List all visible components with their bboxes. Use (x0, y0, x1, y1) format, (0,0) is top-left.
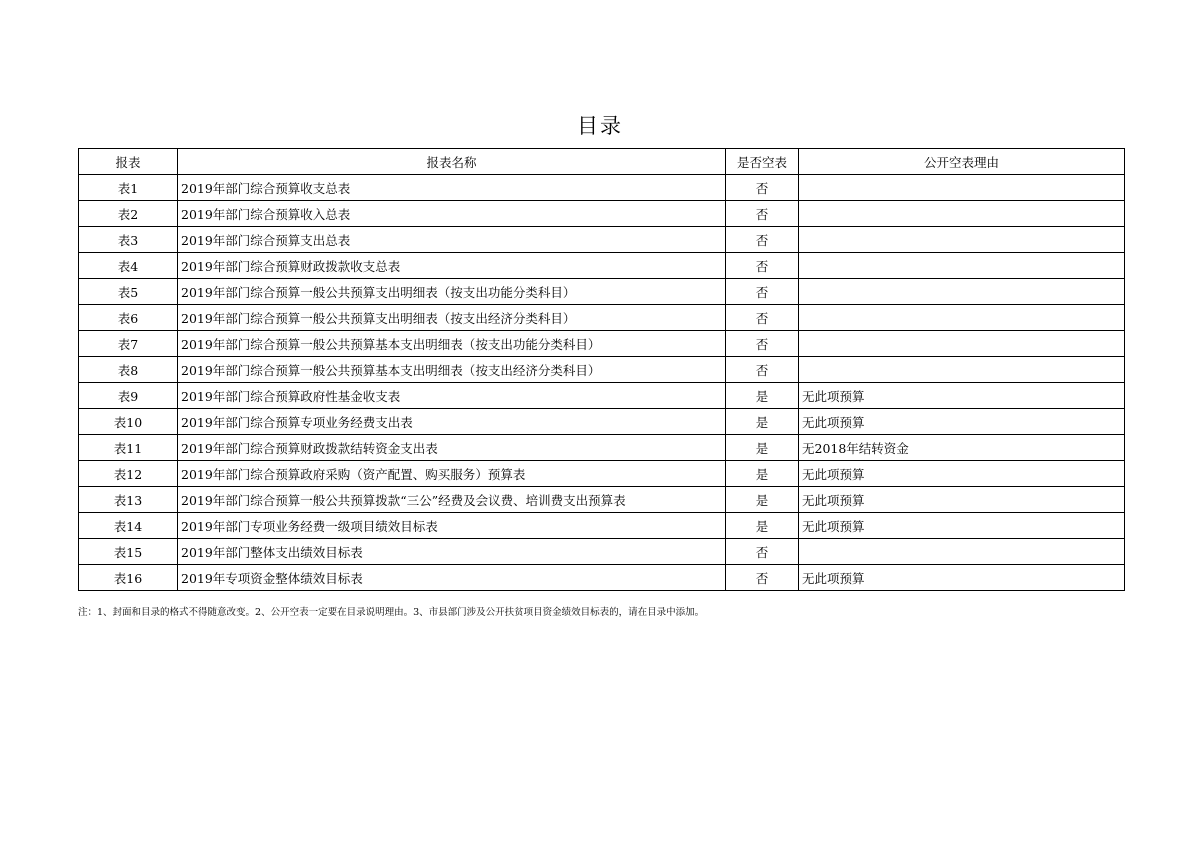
empty-reason: 无此项预算 (799, 487, 1125, 513)
report-name: 2019年部门综合预算一般公共预算基本支出明细表（按支出经济分类科目） (178, 357, 726, 383)
empty-reason (799, 201, 1125, 227)
table-row (79, 565, 1125, 591)
table-row (79, 409, 1125, 435)
table-row (79, 487, 1125, 513)
is-empty: 是 (726, 487, 799, 513)
report-no: 表14 (79, 513, 178, 539)
report-no: 表5 (79, 279, 178, 305)
table-row (79, 461, 1125, 487)
empty-reason (799, 175, 1125, 201)
table-row (79, 279, 1125, 305)
empty-reason (799, 357, 1125, 383)
toc-table (78, 148, 1125, 591)
is-empty: 否 (726, 331, 799, 357)
report-name: 2019年部门综合预算政府性基金收支表 (178, 383, 726, 409)
report-name: 2019年部门专项业务经费一级项目绩效目标表 (178, 513, 726, 539)
header-is-empty: 是否空表 (726, 149, 799, 175)
is-empty: 是 (726, 513, 799, 539)
report-name: 2019年部门整体支出绩效目标表 (178, 539, 726, 565)
table-row (79, 539, 1125, 565)
report-no: 表9 (79, 383, 178, 409)
empty-reason (799, 253, 1125, 279)
empty-reason (799, 227, 1125, 253)
report-no: 表15 (79, 539, 178, 565)
table-row (79, 253, 1125, 279)
table-row (79, 513, 1125, 539)
is-empty: 否 (726, 227, 799, 253)
is-empty: 否 (726, 279, 799, 305)
empty-reason: 无此项预算 (799, 383, 1125, 409)
report-name: 2019年专项资金整体绩效目标表 (178, 565, 726, 591)
report-name: 2019年部门综合预算财政拨款结转资金支出表 (178, 435, 726, 461)
table-row (79, 305, 1125, 331)
report-name: 2019年部门综合预算专项业务经费支出表 (178, 409, 726, 435)
report-no: 表1 (79, 175, 178, 201)
table-row (79, 201, 1125, 227)
report-no: 表3 (79, 227, 178, 253)
is-empty: 否 (726, 539, 799, 565)
empty-reason: 无此项预算 (799, 513, 1125, 539)
table-row (79, 357, 1125, 383)
empty-reason (799, 279, 1125, 305)
table-row (79, 331, 1125, 357)
header-report-name: 报表名称 (178, 149, 726, 175)
report-no: 表13 (79, 487, 178, 513)
header-report-no: 报表 (79, 149, 178, 175)
is-empty: 否 (726, 357, 799, 383)
header-empty-reason: 公开空表理由 (799, 149, 1125, 175)
is-empty: 是 (726, 383, 799, 409)
report-no: 表6 (79, 305, 178, 331)
report-no: 表7 (79, 331, 178, 357)
table-row (79, 227, 1125, 253)
empty-reason: 无此项预算 (799, 565, 1125, 591)
report-no: 表16 (79, 565, 178, 591)
is-empty: 是 (726, 409, 799, 435)
report-name: 2019年部门综合预算政府采购（资产配置、购买服务）预算表 (178, 461, 726, 487)
is-empty: 否 (726, 175, 799, 201)
table-header-row (79, 149, 1125, 175)
table-row (79, 383, 1125, 409)
report-name: 2019年部门综合预算一般公共预算基本支出明细表（按支出功能分类科目） (178, 331, 726, 357)
report-no: 表11 (79, 435, 178, 461)
report-name: 2019年部门综合预算一般公共预算拨款“三公”经费及会议费、培训费支出预算表 (178, 487, 726, 513)
empty-reason: 无2018年结转资金 (799, 435, 1125, 461)
is-empty: 是 (726, 435, 799, 461)
page-title: 目录 (577, 114, 623, 138)
table-row (79, 175, 1125, 201)
is-empty: 否 (726, 201, 799, 227)
empty-reason (799, 539, 1125, 565)
report-name: 2019年部门综合预算财政拨款收支总表 (178, 253, 726, 279)
is-empty: 否 (726, 305, 799, 331)
report-no: 表12 (79, 461, 178, 487)
report-name: 2019年部门综合预算收支总表 (178, 175, 726, 201)
empty-reason: 无此项预算 (799, 461, 1125, 487)
report-name: 2019年部门综合预算支出总表 (178, 227, 726, 253)
report-no: 表10 (79, 409, 178, 435)
report-no: 表4 (79, 253, 178, 279)
report-no: 表2 (79, 201, 178, 227)
report-name: 2019年部门综合预算一般公共预算支出明细表（按支出经济分类科目） (178, 305, 726, 331)
empty-reason: 无此项预算 (799, 409, 1125, 435)
footnote: 注：1、封面和目录的格式不得随意改变。2、公开空表一定要在目录说明理由。3、市县部门涉及公开扶贫项目资金绩效目标表的，请在目录中添加。 (78, 607, 705, 618)
is-empty: 否 (726, 253, 799, 279)
empty-reason (799, 331, 1125, 357)
is-empty: 是 (726, 461, 799, 487)
report-name: 2019年部门综合预算收入总表 (178, 201, 726, 227)
empty-reason (799, 305, 1125, 331)
table-row (79, 435, 1125, 461)
report-name: 2019年部门综合预算一般公共预算支出明细表（按支出功能分类科目） (178, 279, 726, 305)
is-empty: 否 (726, 565, 799, 591)
report-no: 表8 (79, 357, 178, 383)
